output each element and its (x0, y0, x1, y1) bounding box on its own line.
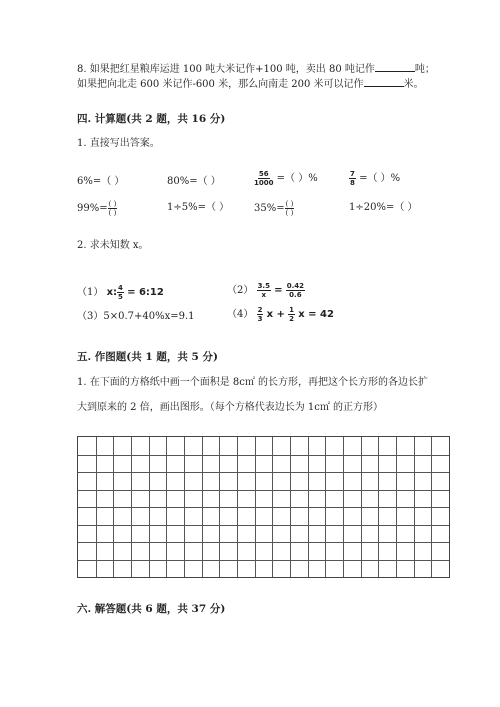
equation-4 (227, 306, 334, 323)
fraction-denominator: 0.6 (289, 291, 302, 299)
fraction-numerator: 0.42 (286, 282, 305, 290)
calc-q2-prompt: 2. 求未知数 x。 (77, 240, 149, 251)
equation-1 (77, 284, 164, 301)
fraction-numerator: ( ) (285, 200, 294, 208)
equation-text: x: (106, 287, 118, 298)
grid-lines (78, 437, 449, 577)
fraction (254, 170, 273, 187)
section5-heading: 五. 作图题(共 1 题，共 5 分) (77, 351, 218, 363)
q8-line1-unit: 吨； (414, 64, 435, 75)
fraction-denominator: 8 (350, 179, 355, 187)
fraction (117, 284, 124, 301)
equation-text: = (274, 285, 283, 296)
calc-item (254, 200, 294, 217)
equation-text: x = 42 (298, 309, 334, 320)
fraction-numerator: ( ) (108, 200, 117, 208)
calc-item (254, 170, 318, 187)
fraction-blank (108, 200, 118, 217)
equation-text: = 6:12 (127, 287, 164, 298)
q8-line2-text: 如果把向北走 600 米记作-600 米，那么向南走 200 米可以记作 (77, 79, 364, 90)
q8-line1 (77, 62, 435, 76)
fraction-numerator: 2 (257, 306, 263, 314)
q8-line2-unit: 米。 (403, 79, 424, 90)
calc-item: 1÷20%=（ ） (349, 202, 418, 213)
calc-item (349, 170, 400, 187)
equation-label: （2） (227, 285, 254, 296)
fraction-numerator: 56 (258, 170, 269, 178)
answer-blank[interactable] (364, 77, 404, 87)
fraction (286, 282, 305, 299)
fraction (257, 306, 264, 323)
section4-heading: 四. 计算题(共 2 题，共 16 分) (77, 113, 226, 125)
fraction-blank (285, 200, 295, 217)
equation-3: （3）5×0.7+40%x=9.1 (77, 311, 195, 322)
fraction-denominator: 5 (118, 293, 123, 301)
section6-heading: 六. 解答题(共 6 题，共 37 分) (77, 603, 226, 615)
answer-blank[interactable] (375, 62, 415, 72)
fraction-denominator: ( ) (108, 209, 117, 217)
fraction (288, 306, 295, 323)
fraction-denominator: ( ) (285, 209, 294, 217)
drawing-question-line1: 1. 在下面的方格纸中画一个面积是 8c㎡ 的长方形，再把这个长方形的各边长扩 (77, 377, 429, 388)
equation-label: （4） (227, 309, 254, 320)
fraction (257, 282, 271, 299)
fraction-numerator: 7 (350, 170, 355, 178)
grid-paper[interactable] (77, 436, 450, 578)
fraction-denominator: x (261, 291, 267, 299)
calc-item: 1÷5%=（ ） (167, 202, 230, 213)
fraction-denominator: 3 (257, 315, 263, 323)
fraction-numerator: 4 (118, 284, 123, 292)
equation-text: x + (266, 309, 285, 320)
drawing-question-line2: 大到原来的 2 倍，画出图形。（每个方格代表边长为 1c㎡ 的正方形） (77, 402, 384, 413)
calc-item-rest: =（ ）% (276, 173, 318, 184)
calc-item: 6%=（ ） (77, 176, 125, 187)
calc-item-text: 35%= (254, 203, 285, 214)
fraction (349, 170, 356, 187)
calc-item-rest: =（ ）% (359, 173, 401, 184)
q8-line1-text: 8. 如果把红星粮库运进 100 吨大米记作+100 吨，卖出 80 吨记作 (77, 64, 375, 75)
fraction-denominator: 2 (289, 315, 294, 323)
fraction-denominator: 1000 (254, 179, 274, 187)
calc-q1-prompt: 1. 直接写出答案。 (77, 138, 160, 149)
fraction-numerator: 3.5 (257, 282, 270, 290)
equation-2 (227, 282, 305, 299)
calc-item-text: 99%= (77, 203, 108, 214)
fraction-numerator: 1 (289, 306, 294, 314)
equation-label: （1） (77, 287, 104, 298)
calc-item: 80%=（ ） (167, 176, 221, 187)
q8-line2 (77, 77, 424, 91)
calc-item (77, 200, 117, 217)
